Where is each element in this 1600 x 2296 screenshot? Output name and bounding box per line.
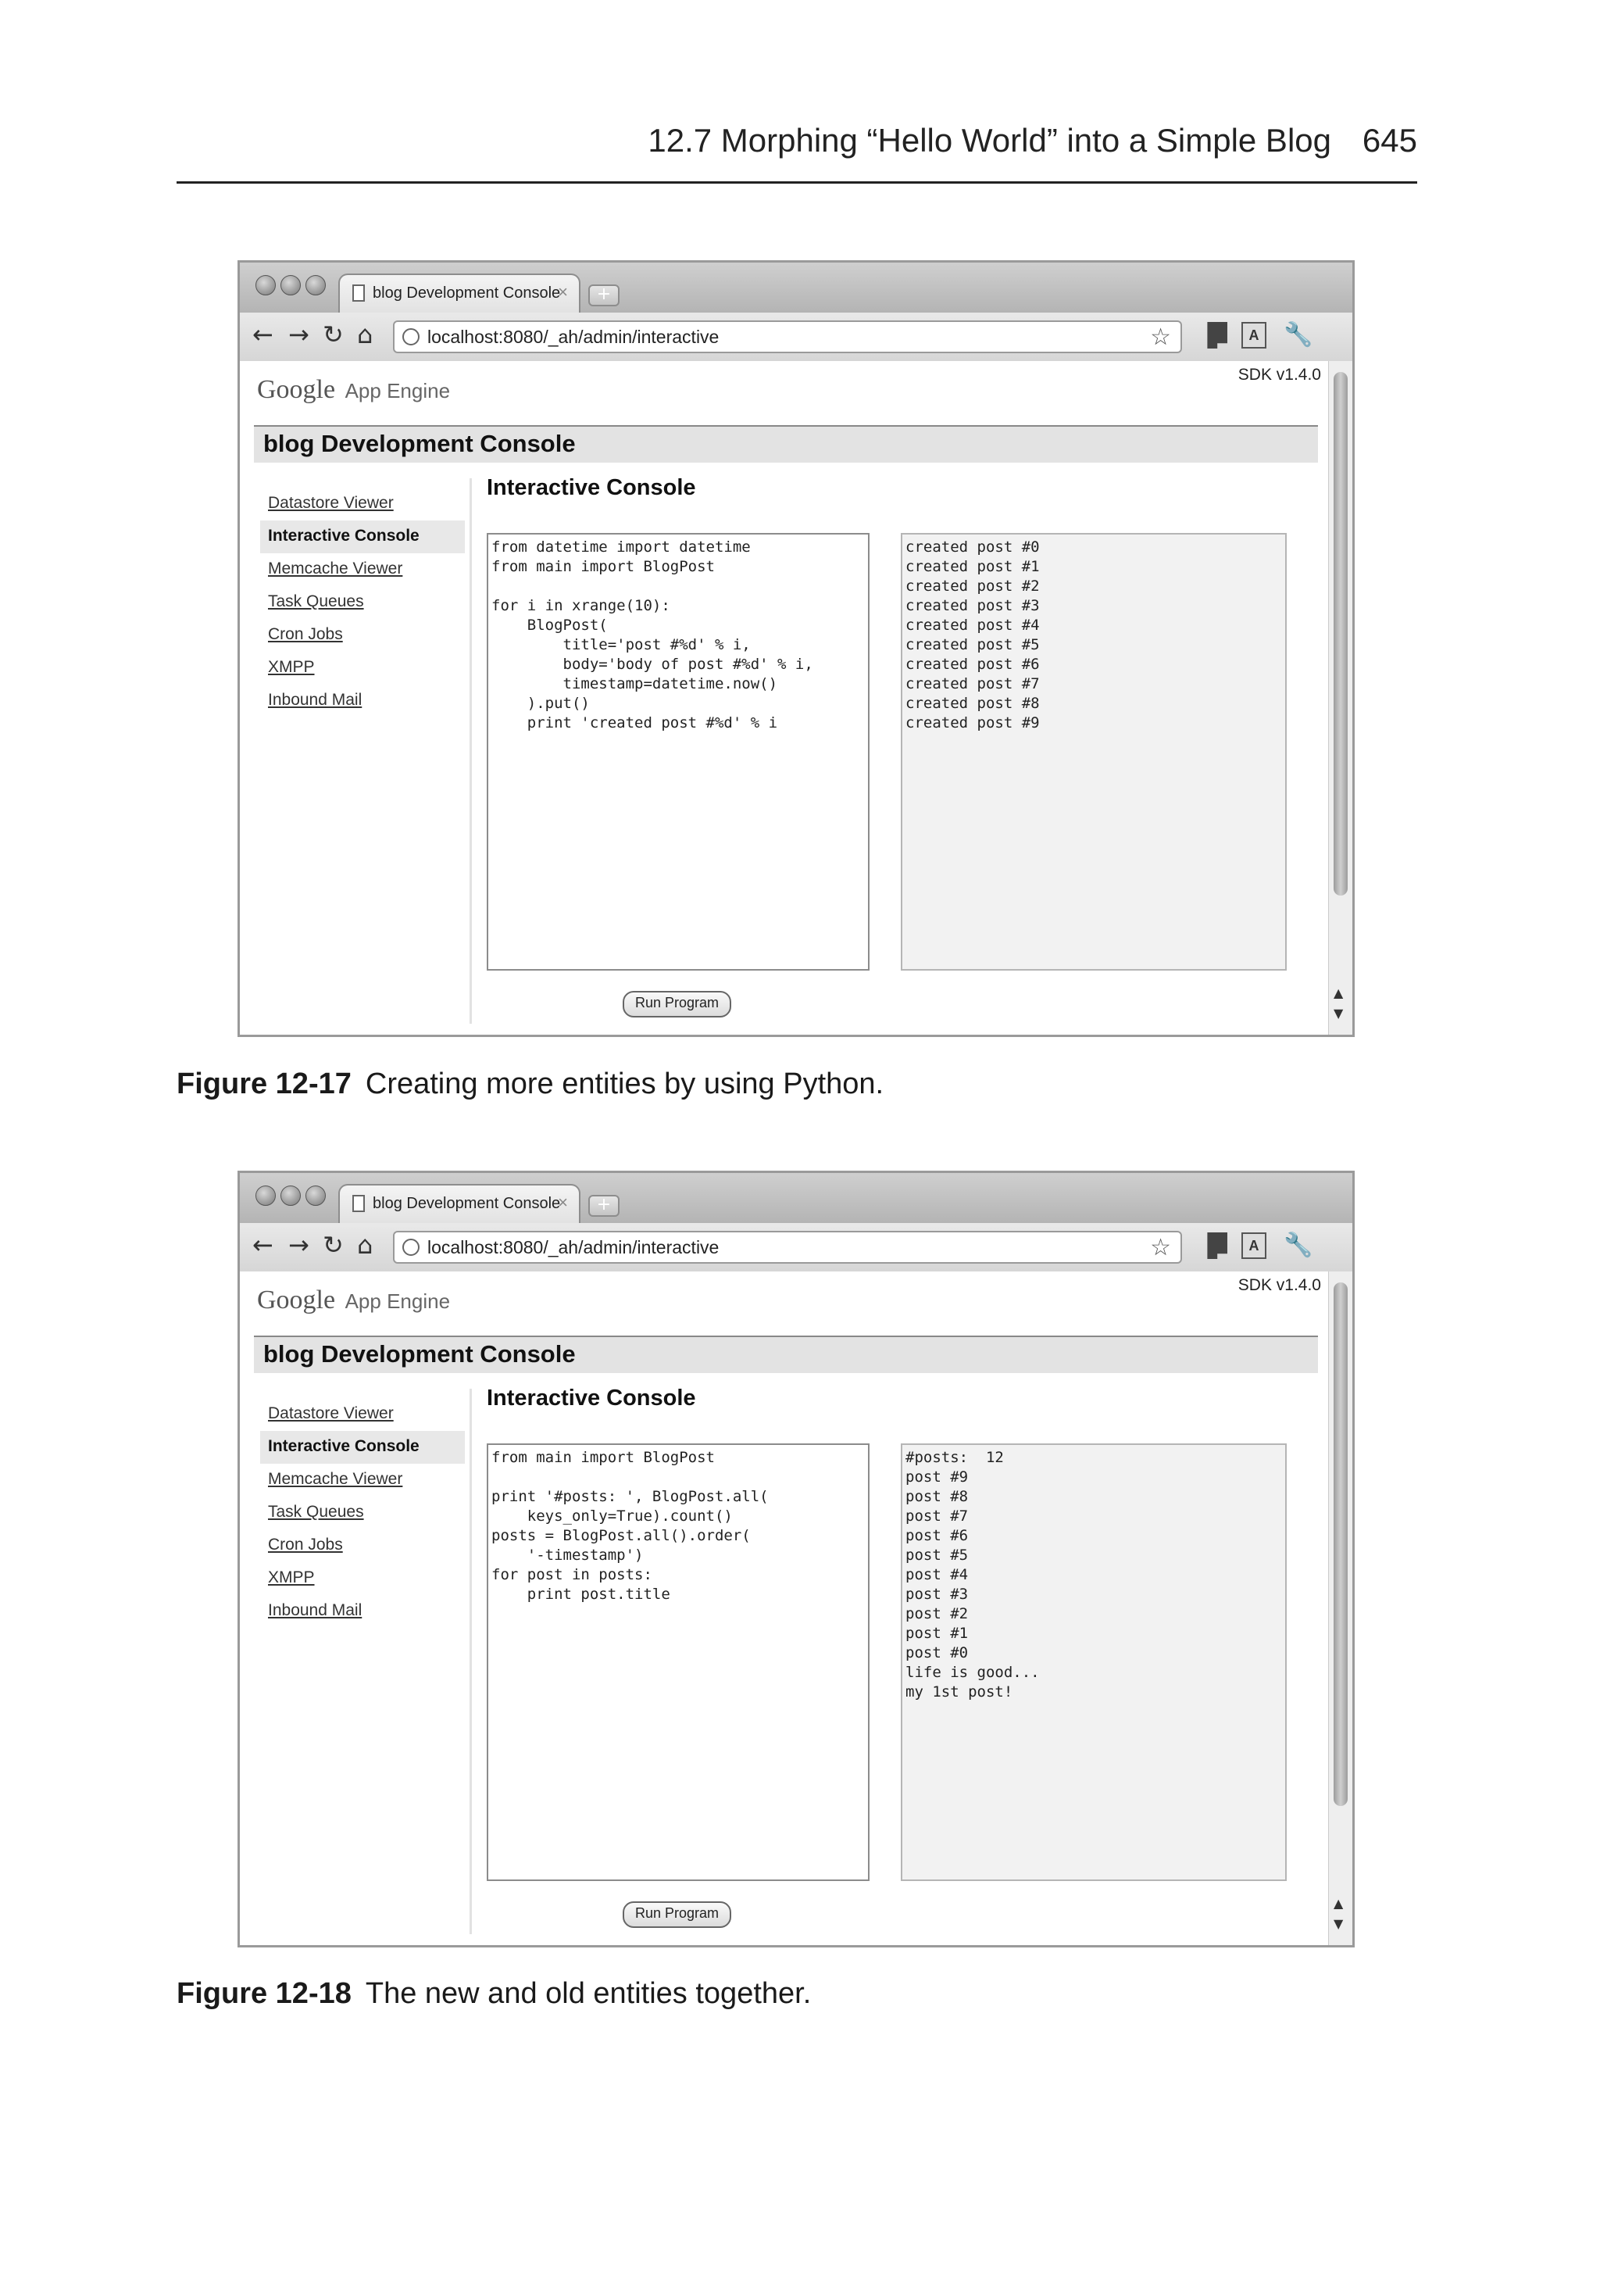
sidebar-item-cron-jobs[interactable]: Cron Jobs [268, 1536, 343, 1554]
tab-title: blog Development Console [373, 1195, 561, 1212]
reload-icon[interactable]: ↻ [323, 320, 344, 349]
close-window-icon[interactable] [255, 1186, 276, 1206]
translate-icon[interactable]: A [1241, 1232, 1266, 1259]
figure-label: Figure 12-18 [177, 1977, 352, 2010]
back-arrow-icon[interactable]: ← [252, 320, 273, 349]
console-title: blog Development Console [263, 1340, 576, 1368]
logo-app-engine: App Engine [345, 1289, 451, 1313]
tab-close-icon[interactable]: × [558, 282, 568, 302]
section-title: Interactive Console [487, 475, 696, 500]
sidebar-item-task-queues[interactable]: Task Queues [268, 592, 364, 610]
sidebar-item-xmpp[interactable]: XMPP [268, 1568, 315, 1586]
sidebar-nav [260, 1398, 465, 1628]
sidebar-nav [260, 488, 465, 717]
forward-arrow-icon[interactable]: → [288, 1230, 309, 1260]
page-number: 645 [1362, 122, 1417, 159]
sidebar-item-inbound-mail[interactable]: Inbound Mail [268, 1601, 362, 1619]
home-icon[interactable]: ⌂ [357, 1230, 373, 1260]
sidebar-item-datastore-viewer[interactable]: Datastore Viewer [268, 1404, 394, 1422]
vertical-scrollbar[interactable] [1328, 1271, 1352, 1945]
reload-icon[interactable]: ↻ [323, 1230, 344, 1260]
zoom-window-icon[interactable] [305, 275, 326, 295]
google-app-engine-logo [257, 375, 450, 405]
globe-icon [402, 328, 420, 345]
scroll-up-icon[interactable]: ▲ [1334, 985, 1344, 1000]
code-input[interactable]: from main import BlogPost print '#posts: ', BlogPost.all( keys_only=True).count() posts = BlogPost.all().order( '-timestamp') for post in posts: print post.title [487, 1443, 870, 1881]
globe-icon [402, 1239, 420, 1256]
figure-caption-text: Creating more entities by using Python. [365, 1068, 884, 1100]
console-title-bar [254, 1336, 1318, 1373]
home-icon[interactable]: ⌂ [357, 320, 373, 349]
vertical-scrollbar[interactable] [1328, 361, 1352, 1035]
browser-window-figure-12-18 [238, 1171, 1355, 1947]
browser-toolbar [240, 1223, 1352, 1273]
sidebar-item-task-queues[interactable]: Task Queues [268, 1503, 364, 1521]
logo-app-engine: App Engine [345, 379, 451, 402]
page-icon [352, 284, 365, 302]
browser-tab[interactable] [338, 1184, 580, 1223]
section-title: Interactive Console [487, 1386, 696, 1411]
tab-close-icon[interactable]: × [558, 1193, 568, 1212]
zoom-window-icon[interactable] [305, 1186, 326, 1206]
console-title: blog Development Console [263, 430, 576, 457]
new-tab-button[interactable]: + [588, 284, 620, 306]
sidebar-item-memcache-viewer[interactable]: Memcache Viewer [268, 560, 403, 578]
running-title: 12.7 Morphing “Hello World” into a Simple Blog [648, 122, 1331, 159]
figure-caption [177, 1977, 1427, 2011]
extension-icon[interactable] [1202, 322, 1227, 349]
console-title-bar [254, 425, 1318, 463]
scroll-down-icon[interactable]: ▼ [1334, 1916, 1344, 1931]
sidebar-divider [470, 1389, 472, 1934]
scrollbar-thumb[interactable] [1334, 1282, 1348, 1806]
minimize-window-icon[interactable] [280, 1186, 301, 1206]
sidebar-item-interactive-console[interactable]: Interactive Console [260, 520, 465, 553]
logo-google: Google [257, 1286, 336, 1314]
sdk-version: SDK v1.4.0 [1238, 1276, 1321, 1294]
output-panel: created post #0 created post #1 created post #2 created post #3 created post #4 created post #5 created post #6 created post #7 created post #8 created post #9 [901, 533, 1287, 971]
url-text[interactable]: localhost:8080/_ah/admin/interactive [427, 1237, 720, 1257]
bookmark-star-icon[interactable]: ☆ [1150, 324, 1171, 351]
code-input[interactable]: from datetime import datetime from main import BlogPost for i in xrange(10): BlogPost( title='post #%d' % i, body='body of post #%d' % i, timestamp=datetime.now() ).put() print 'created post #%d' % i [487, 533, 870, 971]
window-titlebar [240, 263, 1352, 313]
browser-window-figure-12-17 [238, 260, 1355, 1037]
window-titlebar [240, 1173, 1352, 1223]
figure-label: Figure 12-17 [177, 1068, 352, 1100]
minimize-window-icon[interactable] [280, 275, 301, 295]
browser-tab[interactable] [338, 274, 580, 313]
close-window-icon[interactable] [255, 275, 276, 295]
sidebar-item-cron-jobs[interactable]: Cron Jobs [268, 625, 343, 643]
back-arrow-icon[interactable]: ← [252, 1230, 273, 1260]
scroll-up-icon[interactable]: ▲ [1334, 1896, 1344, 1911]
output-panel: #posts: 12 post #9 post #8 post #7 post #6 post #5 post #4 post #3 post #2 post #1 post #0 life is good... my 1st post! [901, 1443, 1287, 1881]
translate-icon[interactable]: A [1241, 322, 1266, 349]
running-head [177, 117, 1417, 184]
sdk-version: SDK v1.4.0 [1238, 366, 1321, 384]
sidebar-item-datastore-viewer[interactable]: Datastore Viewer [268, 494, 394, 512]
sidebar-item-memcache-viewer[interactable]: Memcache Viewer [268, 1470, 403, 1488]
run-program-button[interactable]: Run Program [623, 1901, 731, 1928]
scrollbar-thumb[interactable] [1334, 372, 1348, 896]
wrench-icon[interactable]: 🔧 [1284, 1232, 1313, 1259]
scroll-down-icon[interactable]: ▼ [1334, 1006, 1344, 1021]
logo-google: Google [257, 375, 336, 404]
figure-caption [177, 1068, 1427, 1101]
bookmark-star-icon[interactable]: ☆ [1150, 1234, 1171, 1261]
sidebar-item-inbound-mail[interactable]: Inbound Mail [268, 691, 362, 709]
forward-arrow-icon[interactable]: → [288, 320, 309, 349]
wrench-icon[interactable]: 🔧 [1284, 321, 1313, 349]
sidebar-item-interactive-console[interactable]: Interactive Console [260, 1431, 465, 1464]
figure-caption-text: The new and old entities together. [365, 1977, 812, 2010]
run-program-button[interactable]: Run Program [623, 991, 731, 1017]
page-content [240, 1271, 1329, 1945]
url-text[interactable]: localhost:8080/_ah/admin/interactive [427, 327, 720, 347]
page-icon [352, 1195, 365, 1212]
extension-icon[interactable] [1202, 1232, 1227, 1259]
tab-title: blog Development Console [373, 284, 561, 302]
page-content [240, 361, 1329, 1035]
browser-toolbar [240, 313, 1352, 363]
sidebar-divider [470, 478, 472, 1024]
google-app-engine-logo [257, 1286, 450, 1315]
address-bar[interactable] [393, 1231, 1182, 1264]
address-bar[interactable] [393, 320, 1182, 353]
new-tab-button[interactable]: + [588, 1195, 620, 1217]
sidebar-item-xmpp[interactable]: XMPP [268, 658, 315, 676]
